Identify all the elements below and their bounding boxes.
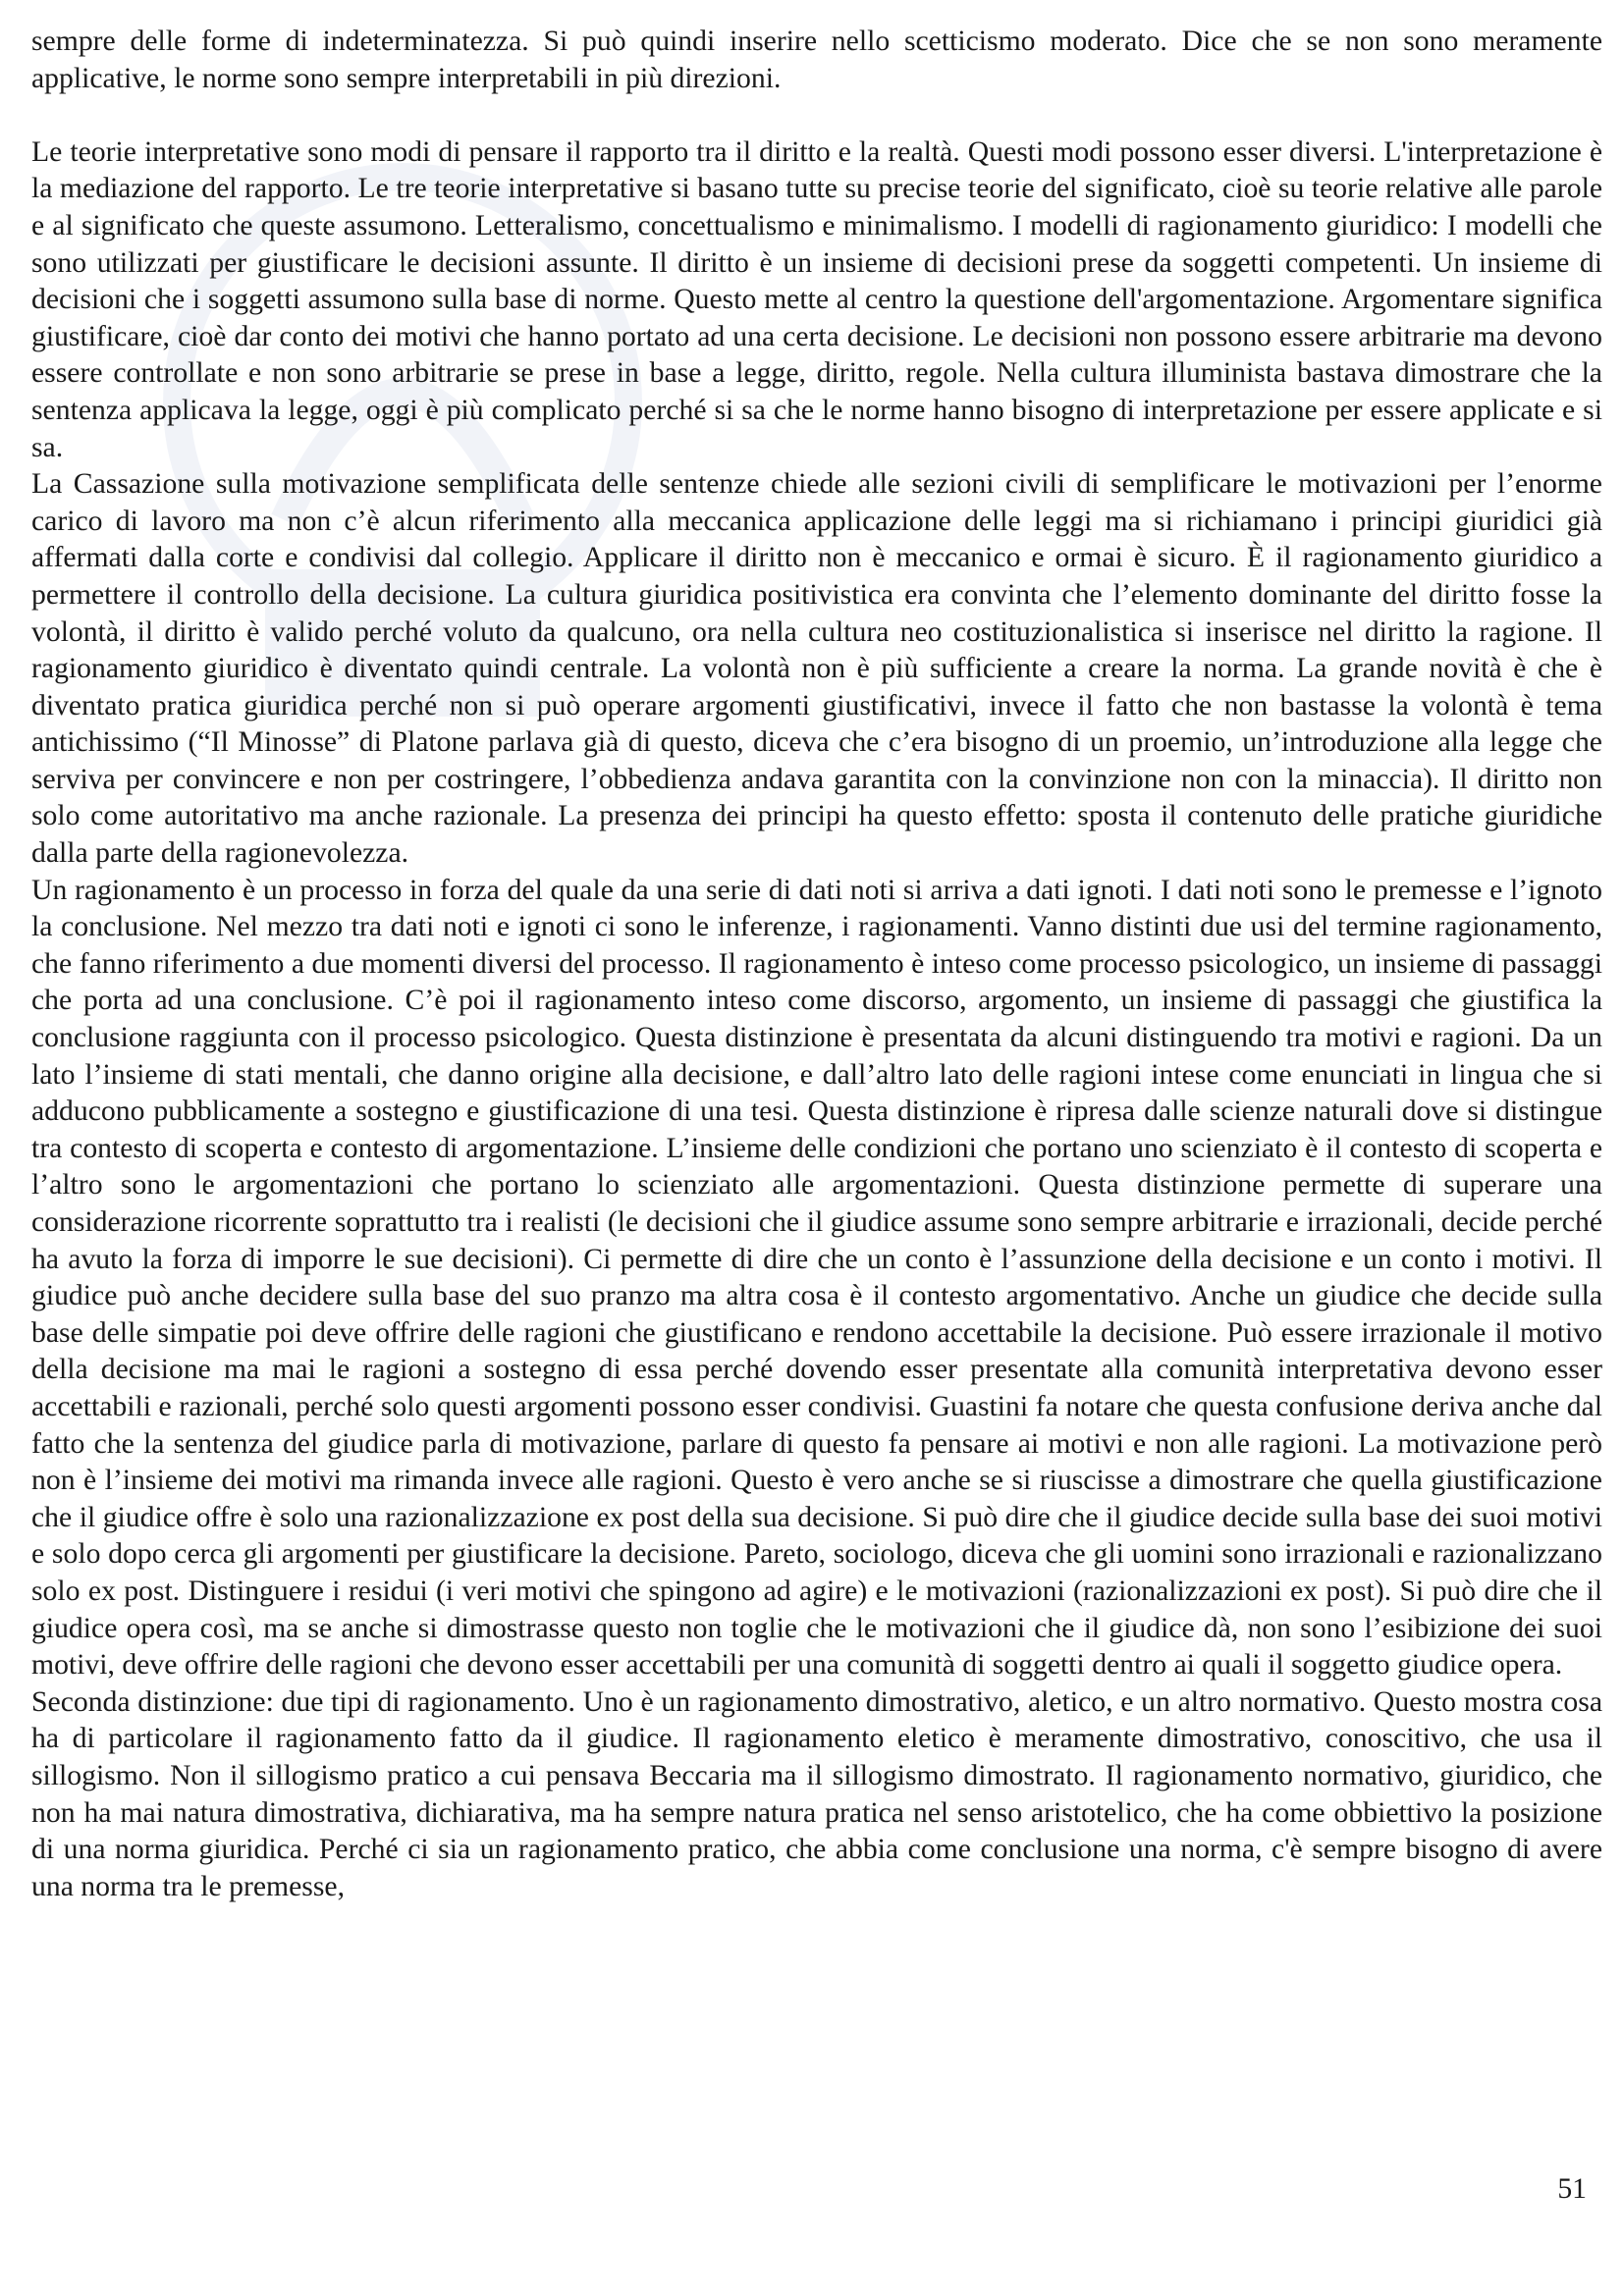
paragraph: Seconda distinzione: due tipi di ragionamento. Uno è un ragionamento dimostrativo, aletico, e un altro normativo. Questo mostra cosa ha di particolare il ragionamento fatto da il giudice. Il ragionamento eletico è meramente dimostrativo, conoscitivo, che usa il sillogismo. Non il sillogismo pratico a cui pensava Beccaria ma il sillogismo dimostrato. Il ragionamento normativo, giuridico, che non ha mai natura dimostrativa, dichiarativa, ma ha sempre natura pratica nel senso aristotelico, che ha come obbiettivo la posizione di una norma giuridica. Perché ci sia un ragionamento pratico, che abbia come conclusione una norma, c'è sempre bisogno di avere una norma tra le premesse, [31,1685,1602,1902]
document-body [31,24,1602,1905]
paragraph: Le teorie interpretative sono modi di pensare il rapporto tra il diritto e la realtà. Questi modi possono esser diversi. L'interpretazione è la mediazione del rapporto. Le tre teorie interpretative si basano tutte su precise teorie del significato, cioè su teorie relative alle parole e al significato che queste assumono. Letteralismo, concettualismo e minimalismo. I modelli di ragionamento giuridico: I modelli che sono utilizzati per giustificare le decisioni assunte. Il diritto è un insieme di decisioni prese da soggetti competenti. Un insieme di decisioni che i soggetti assumono sulla base di norme. Questo mette al centro la questione dell'argomentazione. Argomentare significa giustificare, cioè dar conto dei motivi che hanno portato ad una certa decisione. Le decisioni non possono essere arbitrarie ma devono essere controllate e non sono arbitrarie se prese in base a legge, diritto, regole. Nella cultura illuminista bastava dimostrare che la sentenza applicava la legge, oggi è più complicato perché si sa che le norme hanno bisogno di interpretazione per essere applicate e si sa. [31,135,1602,463]
paragraph: La Cassazione sulla motivazione semplificata delle sentenze chiede alle sezioni civili di semplificare le motivazioni per l’enorme carico di lavoro ma non c’è alcun riferimento alla meccanica applicazione delle leggi ma si richiamano i principi giuridici già affermati dalla corte e condivisi dal collegio. Applicare il diritto non è meccanico e ormai è sicuro. È il ragionamento giuridico a permettere il controllo della decisione. La cultura giuridica positivistica era convinta che l’elemento dominante del diritto fosse la volontà, il diritto è valido perché voluto da qualcuno, ora nella cultura neo costituzionalistica si inserisce nel diritto la ragione. Il ragionamento giuridico è diventato quindi centrale. La volontà non è più sufficiente a creare la norma. La grande novità è che è diventato pratica giuridica perché non si può operare argomenti giustificativi, invece il fatto che non bastasse la volontà è tema antichissimo (“Il Minosse” di Platone parlava già di questo, diceva che c’era bisogno di un proemio, un’introduzione alla legge che serviva per convincere e non per costringere, l’obbedienza andava garantita con la convinzione non con la minaccia). Il diritto non solo come autoritativo ma anche razionale. La presenza dei principi ha questo effetto: sposta il contenuto delle pratiche giuridiche dalla parte della ragionevolezza. [31,468,1602,870]
paragraph: Un ragionamento è un processo in forza del quale da una serie di dati noti si arriva a dati ignoti. I dati noti sono le premesse e l’ignoto la conclusione. Nel mezzo tra dati noti e ignoti ci sono le inferenze, i ragionamenti. Vanno distinti due usi del termine ragionamento, che fanno riferimento a due momenti diversi del processo. Il ragionamento è inteso come processo psicologico, un insieme di passaggi che porta ad una conclusione. C’è poi il ragionamento inteso come discorso, argomento, un insieme di passaggi che giustifica la conclusione raggiunta con il processo psicologico. Questa distinzione è presentata da alcuni distinguendo tra motivi e ragioni. Da un lato l’insieme di stati mentali, che danno origine alla decisione, e dall’altro lato delle ragioni intese come enunciati in lingua che si adducono pubblicamente a sostegno e giustificazione di una tesi. Questa distinzione è ripresa dalle scienze naturali dove si distingue tra contesto di scoperta e contesto di argomentazione. L’insieme delle condizioni che portano uno scienziato è il contesto di scoperta e l’altro sono le argomentazioni che portano lo scienziato alle argomentazioni. Questa distinzione permette di superare una considerazione ricorrente soprattutto tra i realisti (le decisioni che il giudice assume sono sempre arbitrarie e irrazionali, decide perché ha avuto la forza di imporre le sue decisioni). Ci permette di dire che un conto è l’assunzione della decisione e un conto i motivi. Il giudice può anche decidere sulla base del suo pranzo ma altra cosa è il contesto argomentativo. Anche un giudice che decide sulla base delle simpatie poi deve offrire delle ragioni che giustificano e rendono accettabile la decisione. Può essere irrazionale il motivo della decisione ma mai le ragioni a sostegno di essa perché dovendo esser presentate alla comunità interpretativa devono esser accettabili e razionali, perché solo questi argomenti possono esser condivisi. Guastini fa notare che questa confusione deriva anche dal fatto che la sentenza del giudice parla di motivazione, parlare di questo fa pensare ai motivi e non alle ragioni. La motivazione però non è l’insieme dei motivi ma rimanda invece alle ragioni. Questo è vero anche se si riuscisse a dimostrare che quella giustificazione che il giudice offre è solo una razionalizzazione ex post della sua decisione. Si può dire che il giudice decide sulla base dei suoi motivi e solo dopo cerca gli argomenti per giustificare la decisione. Pareto, sociologo, diceva che gli uomini sono irrazionali e razionalizzano solo ex post. Distinguere i residui (i veri motivi che spingono ad agire) e le motivazioni (razionalizzazioni ex post). Si può dire che il giudice opera così, ma se anche si dimostrasse questo non toglie che le motivazioni che il giudice dà, non sono l’esibizione dei suoi motivi, deve offrire delle ragioni che devono esser accettabili per una comunità di soggetti dentro ai quali il soggetto giudice opera. [31,874,1602,1682]
page-number: 51 [1557,2173,1587,2205]
paragraph: sempre delle forme di indeterminatezza. Si può quindi inserire nello scetticismo moderato. Dice che se non sono meramente applicative, le norme sono sempre interpretabili in più direzioni. [31,26,1602,94]
